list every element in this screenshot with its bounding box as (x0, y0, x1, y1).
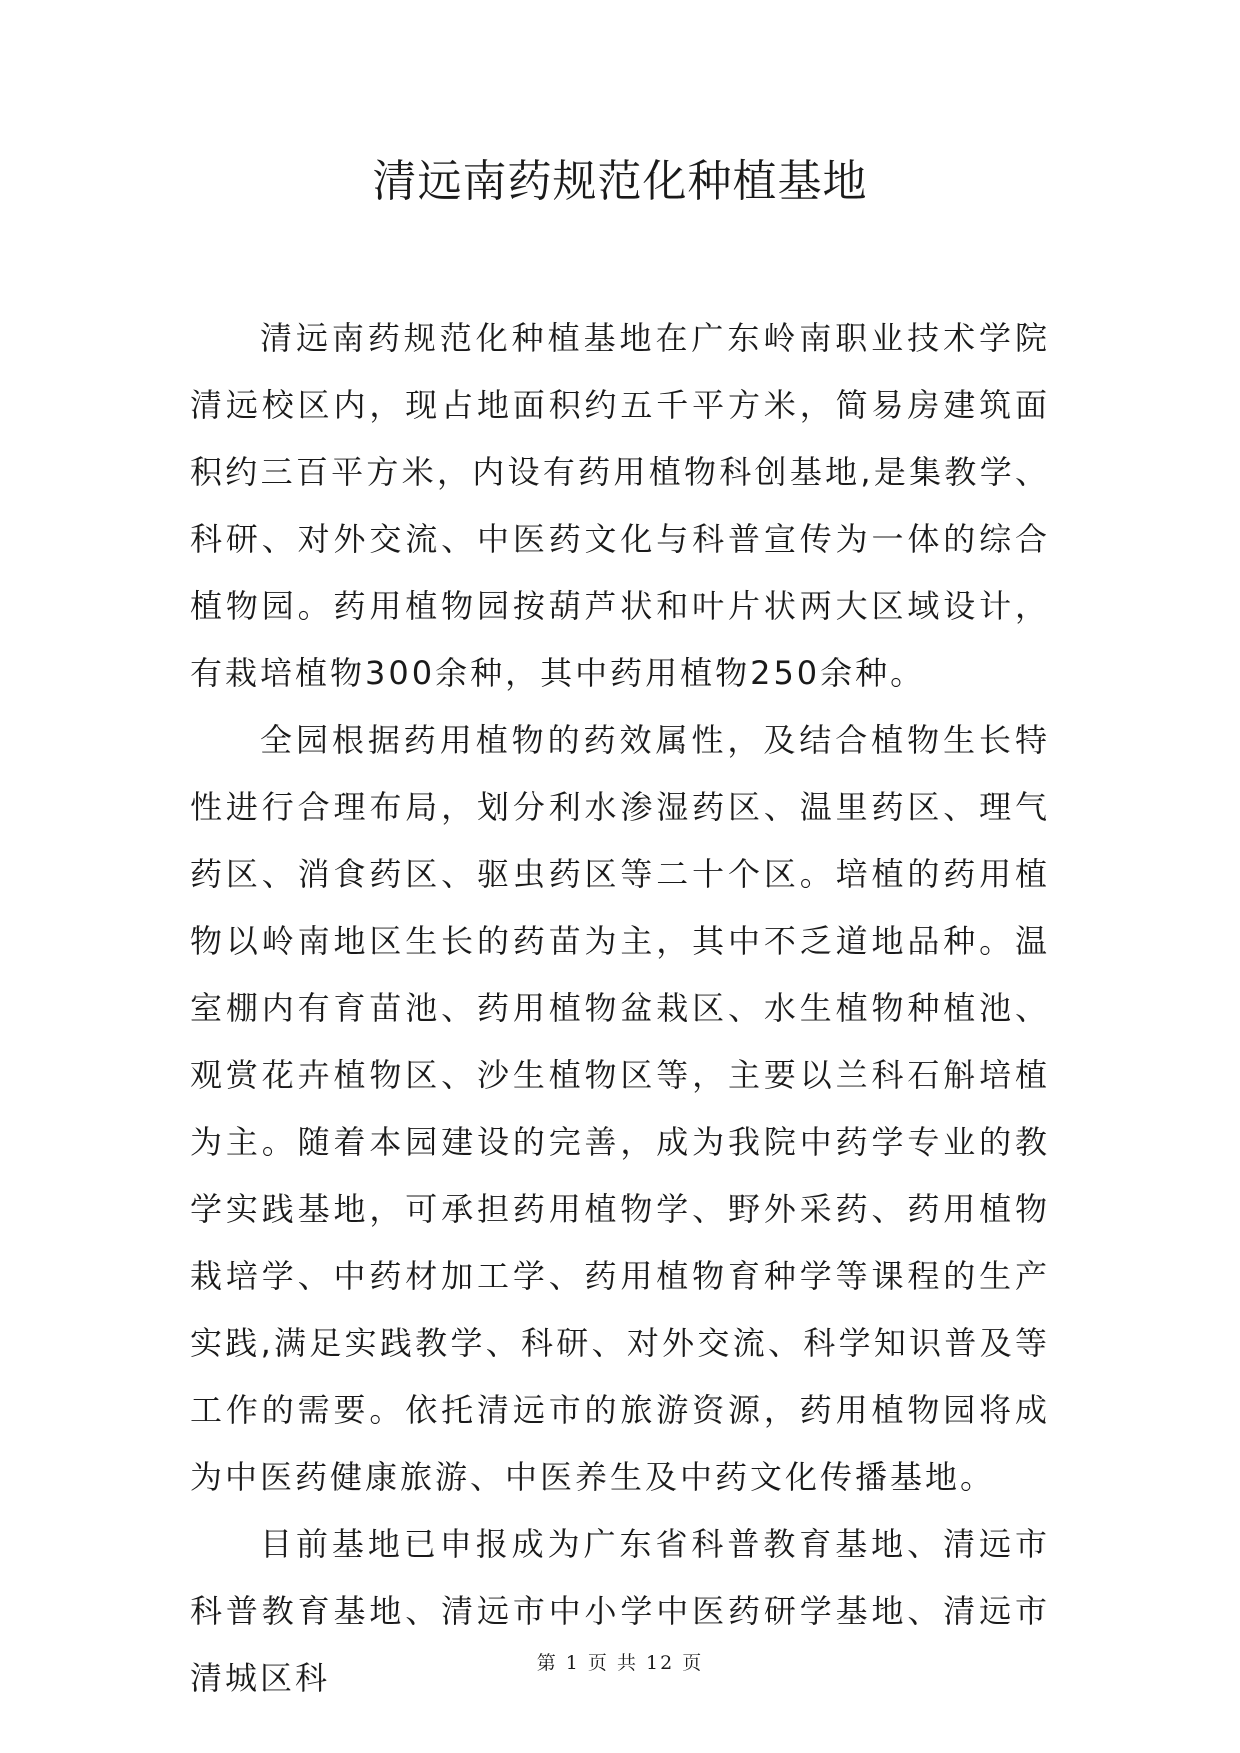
document-title: 清远南药规范化种植基地 (372, 156, 868, 207)
page-number-footer: 第 1 页 共 12 页 (536, 1652, 704, 1674)
paragraph-2: 全园根据药用植物的药效属性，及结合植物生长特性进行合理布局，划分利水渗湿药区、温里药区、理气药区、消食药区、驱虫药区等二十个区。培植的药用植物以岭南地区生长的药苗为主，其中不乏道地品种。温室棚内有育苗池、药用植物盆栽区、水生植物种植池、观赏花卉植物区、沙生植物区等，主要以兰科石斛培植为主。随着本园建设的完善，成为我院中药学专业的教学实践基地，可承担药用植物学、野外采药、药用植物栽培学、中药材加工学、药用植物育种学等课程的生产实践,满足实践教学、科研、对外交流、科学知识普及等工作的需要。依托清远市的旅游资源，药用植物园将成为中医药健康旅游、中医养生及中药文化传播基地。 (190, 721, 1050, 1496)
paragraph-3: 目前基地已申报成为广东省科普教育基地、清远市科普教育基地、清远市中小学中医药研学基地、清远市清城区科 (190, 1525, 1050, 1697)
document-body (190, 305, 1050, 1712)
paragraph-1: 清远南药规范化种植基地在广东岭南职业技术学院清远校区内，现占地面积约五千平方米，简易房建筑面积约三百平方米，内设有药用植物科创基地,是集教学、科研、对外交流、中医药文化与科普宣传为一体的综合植物园。药用植物园按葫芦状和叶片状两大区域设计，有栽培植物300余种，其中药用植物250余种。 (190, 319, 1050, 692)
